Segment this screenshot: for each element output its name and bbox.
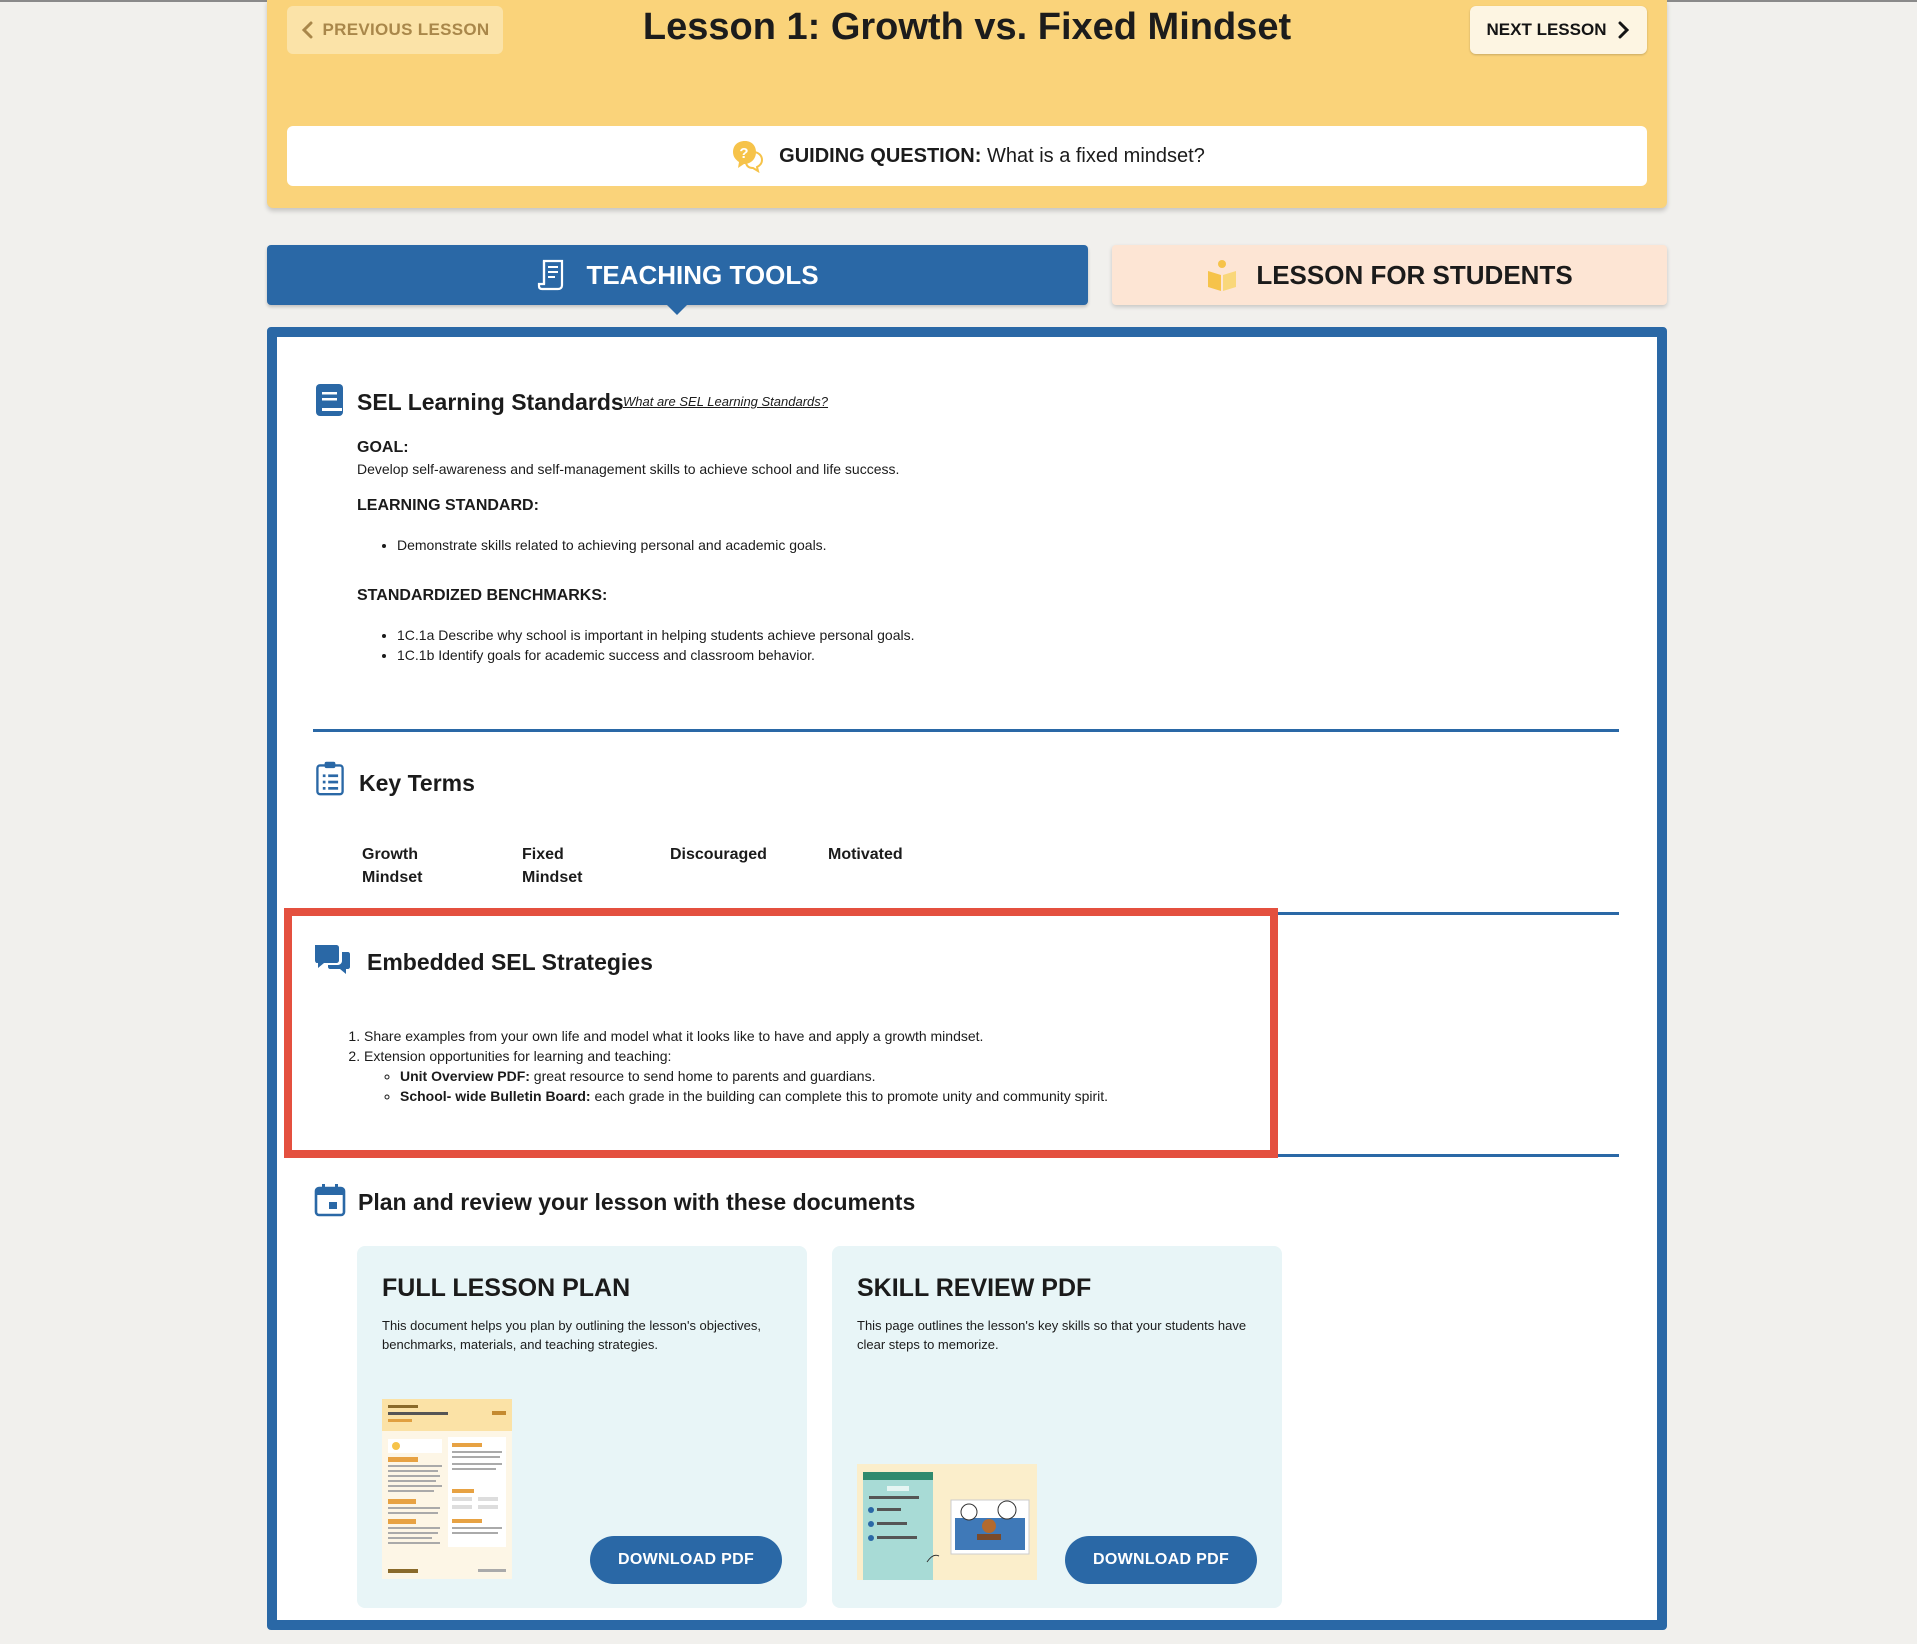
active-tab-pointer [667, 305, 687, 315]
calendar-icon [313, 1182, 347, 1218]
section-divider [313, 729, 1619, 732]
document-scroll-icon [536, 258, 568, 292]
tab-teaching-tools-label: TEACHING TOOLS [586, 259, 819, 290]
skill-review-thumbnail [857, 1464, 1037, 1580]
tab-teaching-tools[interactable] [267, 245, 1088, 305]
previous-lesson-button[interactable] [287, 6, 503, 54]
question-bubble-icon [729, 138, 765, 174]
open-book-icon [1206, 258, 1238, 292]
list-item: • Demonstrate skills related to achieving personal and academic goals. [397, 535, 827, 555]
download-pdf-button[interactable]: DOWNLOAD PDF [590, 1536, 782, 1584]
card-title: FULL LESSON PLAN [382, 1274, 631, 1302]
skill-review-pdf-card [832, 1246, 1282, 1608]
list-item: • 1C.1b Identify goals for academic success and classroom behavior. [397, 645, 915, 665]
tab-lesson-for-students[interactable] [1112, 245, 1667, 305]
tab-lesson-for-students-label: LESSON FOR STUDENTS [1256, 259, 1573, 290]
chevron-left-icon [301, 21, 313, 39]
key-term: Discouraged [670, 846, 767, 863]
guiding-question-bar [287, 126, 1647, 186]
key-term: Growth Mindset [362, 846, 423, 886]
previous-lesson-label: PREVIOUS LESSON [322, 20, 490, 39]
clipboard-list-icon [313, 760, 347, 796]
card-title: SKILL REVIEW PDF [857, 1274, 1092, 1302]
extension-list [364, 1066, 1108, 1106]
embedded-sel-strategies-title: Embedded SEL Strategies [367, 949, 653, 975]
learning-standard-label: LEARNING STANDARD: [357, 497, 539, 514]
documents-title: Plan and review your lesson with these documents [358, 1189, 916, 1215]
list-item [400, 1086, 1108, 1106]
unit-overview-label: Unit Overview PDF: [400, 1068, 530, 1084]
goal-label: GOAL: [357, 439, 409, 456]
unit-overview-text: great resource to send home to parents and guardians. [529, 1068, 876, 1084]
list-item: 1. Share examples from your own life and model what it looks like to have and apply a growth mindset. [364, 1026, 1108, 1046]
lesson-header [267, 0, 1667, 208]
list-item: • 1C.1a Describe why school is important in helping students achieve personal goals. [397, 625, 915, 645]
key-term: Motivated [828, 846, 903, 863]
chevron-right-icon [1618, 21, 1630, 39]
bulletin-board-text: each grade in the building can complete this to promote unity and community spirit. [590, 1088, 1109, 1104]
list-item [400, 1066, 1108, 1086]
list-item [364, 1046, 1108, 1106]
svg-text:?: ? [739, 145, 749, 162]
chat-bubbles-icon [312, 942, 352, 978]
guiding-question-text: What is a fixed mindset? [986, 144, 1205, 167]
bulletin-board-label: School- wide Bulletin Board: [400, 1088, 591, 1104]
benchmarks-label: STANDARDIZED BENCHMARKS: [357, 587, 608, 604]
benchmarks-list [357, 625, 915, 665]
download-pdf-button[interactable]: DOWNLOAD PDF [1065, 1536, 1257, 1584]
what-are-sel-standards-link[interactable]: What are SEL Learning Standards? [623, 394, 829, 409]
goal-text: Develop self-awareness and self-management skills to achieve school and life success. [357, 461, 900, 477]
learning-standard-list [357, 535, 827, 555]
full-lesson-plan-card [357, 1246, 807, 1608]
card-description: This page outlines the lesson's key skills so that your students have clear steps to memorize. [857, 1318, 1247, 1352]
lesson-plan-thumbnail [382, 1399, 512, 1579]
lesson-title: Lesson 1: Growth vs. Fixed Mindset [642, 6, 1292, 48]
guiding-question-label: GUIDING QUESTION: [779, 144, 982, 167]
book-icon [313, 382, 347, 418]
key-term: Fixed Mindset [522, 846, 583, 886]
key-terms-title: Key Terms [359, 770, 475, 796]
card-description: This document helps you plan by outlining the lesson's objectives, benchmarks, materials, and teaching strategies. [382, 1318, 761, 1352]
strategies-list [348, 1026, 1108, 1106]
next-lesson-label: NEXT LESSON [1486, 20, 1607, 39]
next-lesson-button[interactable] [1470, 6, 1647, 54]
sel-standards-title: SEL Learning Standards [357, 389, 624, 415]
strategy-extension-text: Extension opportunities for learning and teaching: [364, 1048, 672, 1064]
